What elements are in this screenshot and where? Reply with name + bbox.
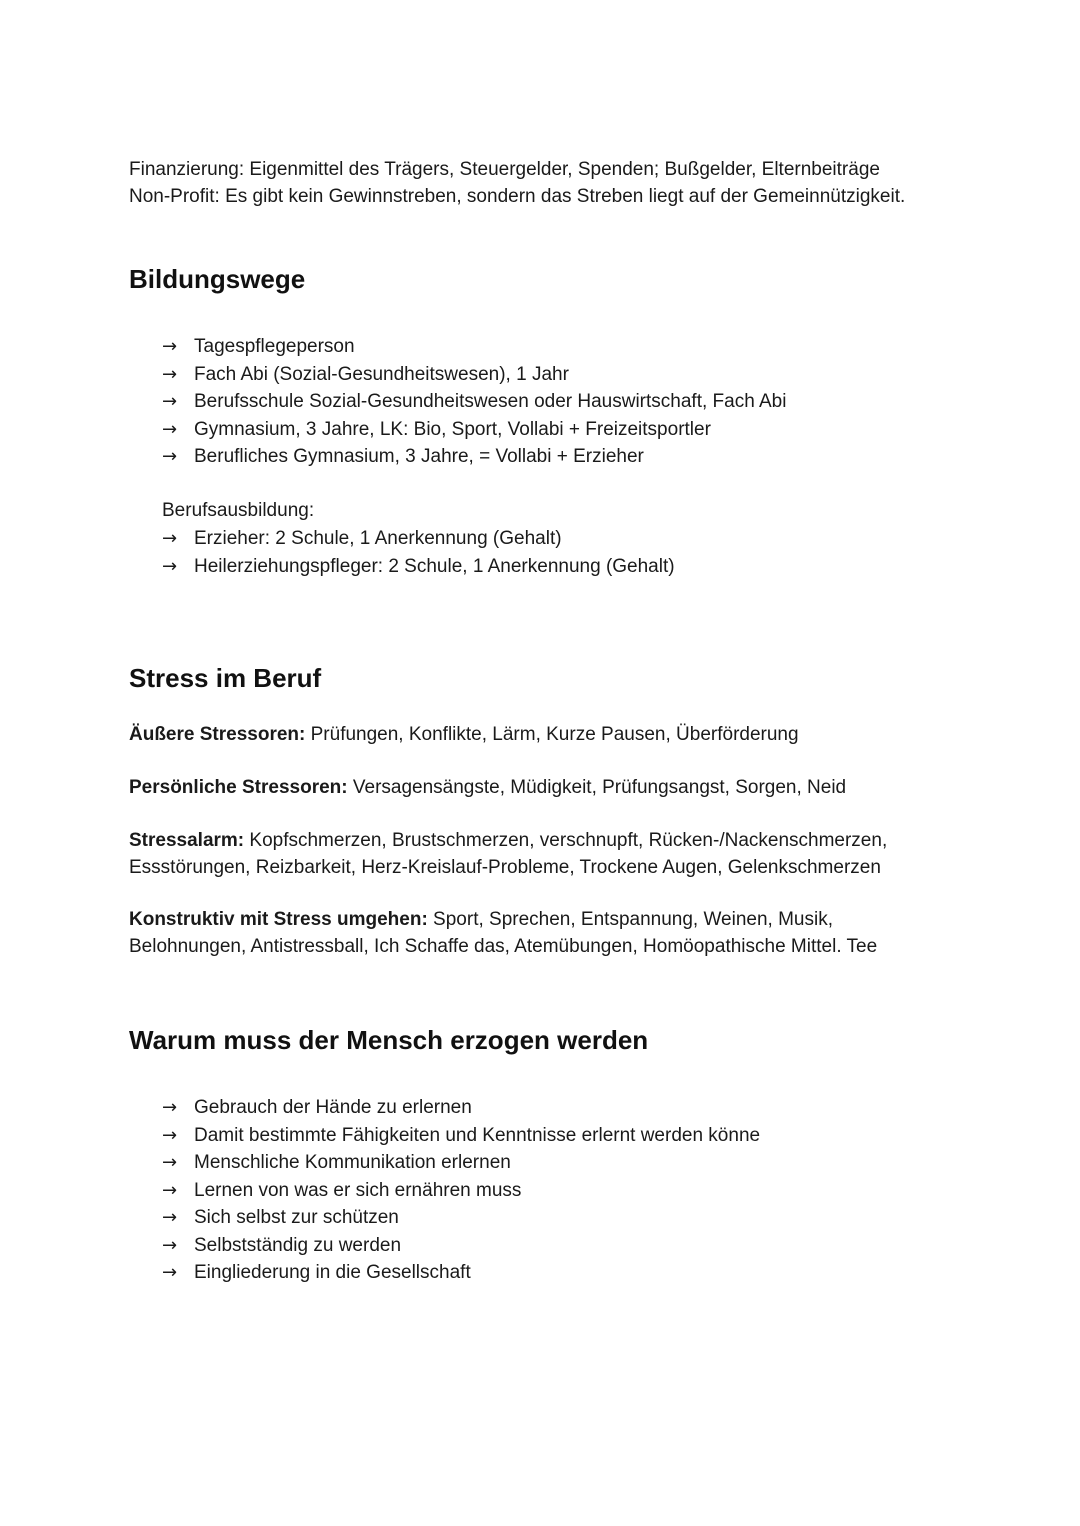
konstruktiv-label: Konstruktiv mit Stress umgehen: bbox=[129, 909, 428, 930]
berufsausbildung-list bbox=[162, 525, 675, 580]
arrow-icon: → bbox=[162, 363, 178, 385]
list-item: → Berufliches Gymnasium, 3 Jahre, = Vollabi + Erzieher bbox=[162, 443, 786, 471]
berufsausbildung-label: Berufsausbildung: bbox=[162, 500, 315, 521]
intro-block bbox=[129, 156, 905, 210]
arrow-icon: → bbox=[162, 391, 178, 412]
list-item: → Sich selbst zur schützen bbox=[162, 1204, 760, 1232]
arrow-icon: → bbox=[162, 336, 178, 357]
list-item: → Gebrauch der Hände zu erlernen bbox=[162, 1094, 760, 1122]
nonprofit-line: Non-Profit: Es gibt kein Gewinnstreben, sondern das Streben liegt auf der Gemeinnützigkeit. bbox=[129, 186, 906, 207]
list-item: → Fach Abi (Sozial-Gesundheitswesen), 1 Jahr bbox=[162, 361, 786, 389]
arrow-icon: → bbox=[162, 1179, 178, 1201]
aeussere-stressoren: Äußere Stressoren: Prüfungen, Konflikte, Lärm, Kurze Pausen, Überförderung bbox=[129, 724, 799, 745]
heading-erziehung: Warum muss der Mensch erzogen werden bbox=[129, 1025, 649, 1055]
list-item: → Gymnasium, 3 Jahre, LK: Bio, Sport, Vollabi + Freizeitsportler bbox=[162, 416, 786, 444]
bildungswege-list bbox=[162, 333, 786, 471]
arrow-icon: → bbox=[162, 1207, 178, 1228]
stressalarm-label: Stressalarm: bbox=[129, 830, 245, 851]
arrow-icon: → bbox=[162, 555, 178, 577]
arrow-icon: → bbox=[162, 1152, 178, 1173]
arrow-icon: → bbox=[162, 528, 178, 549]
persoenliche-label: Persönliche Stressoren: bbox=[129, 777, 348, 798]
arrow-icon: → bbox=[162, 1097, 178, 1118]
list-item: → Damit bestimmte Fähigkeiten und Kenntnisse erlernt werden könne bbox=[162, 1122, 760, 1150]
list-item: → Erzieher: 2 Schule, 1 Anerkennung (Gehalt) bbox=[162, 525, 675, 553]
arrow-icon: → bbox=[162, 1124, 178, 1146]
arrow-icon: → bbox=[162, 446, 178, 467]
list-item: → Heilerziehungspfleger: 2 Schule, 1 Anerkennung (Gehalt) bbox=[162, 553, 675, 581]
heading-stress: Stress im Beruf bbox=[129, 663, 322, 693]
heading-bildungswege: Bildungswege bbox=[129, 264, 306, 294]
arrow-icon: → bbox=[162, 418, 178, 440]
erziehung-list bbox=[162, 1094, 760, 1287]
list-item: → Lernen von was er sich ernähren muss bbox=[162, 1177, 760, 1205]
list-item: → Menschliche Kommunikation erlernen bbox=[162, 1149, 760, 1177]
list-item: → Berufsschule Sozial-Gesundheitswesen oder Hauswirtschaft, Fach Abi bbox=[162, 388, 786, 416]
aeussere-label: Äußere Stressoren: bbox=[129, 724, 306, 745]
list-item: → Selbstständig zu werden bbox=[162, 1232, 760, 1260]
stressalarm: Stressalarm: Kopfschmerzen, Brustschmerzen, verschnupft, Rücken-/Nackenschmerzen, Essstörungen, Reizbarkeit, Herz-Kreislauf-Probleme, Trockene Augen, Gelenkschmerzen bbox=[129, 830, 888, 878]
finanzierung-line: Finanzierung: Eigenmittel des Trägers, Steuergelder, Spenden; Bußgelder, Elternbeiträge bbox=[129, 159, 880, 180]
arrow-icon: → bbox=[162, 1262, 178, 1283]
persoenliche-stressoren: Persönliche Stressoren: Versagensängste, Müdigkeit, Prüfungsangst, Sorgen, Neid bbox=[129, 777, 847, 798]
list-item: → Tagespflegeperson bbox=[162, 333, 786, 361]
arrow-icon: → bbox=[162, 1234, 178, 1256]
list-item: → Eingliederung in die Gesellschaft bbox=[162, 1259, 760, 1287]
konstruktiv-umgehen: Konstruktiv mit Stress umgehen: Sport, Sprechen, Entspannung, Weinen, Musik, Belohnungen, Antistressball, Ich Schaffe das, Atemübungen, Homöopathische Mittel. Tee bbox=[129, 909, 878, 957]
